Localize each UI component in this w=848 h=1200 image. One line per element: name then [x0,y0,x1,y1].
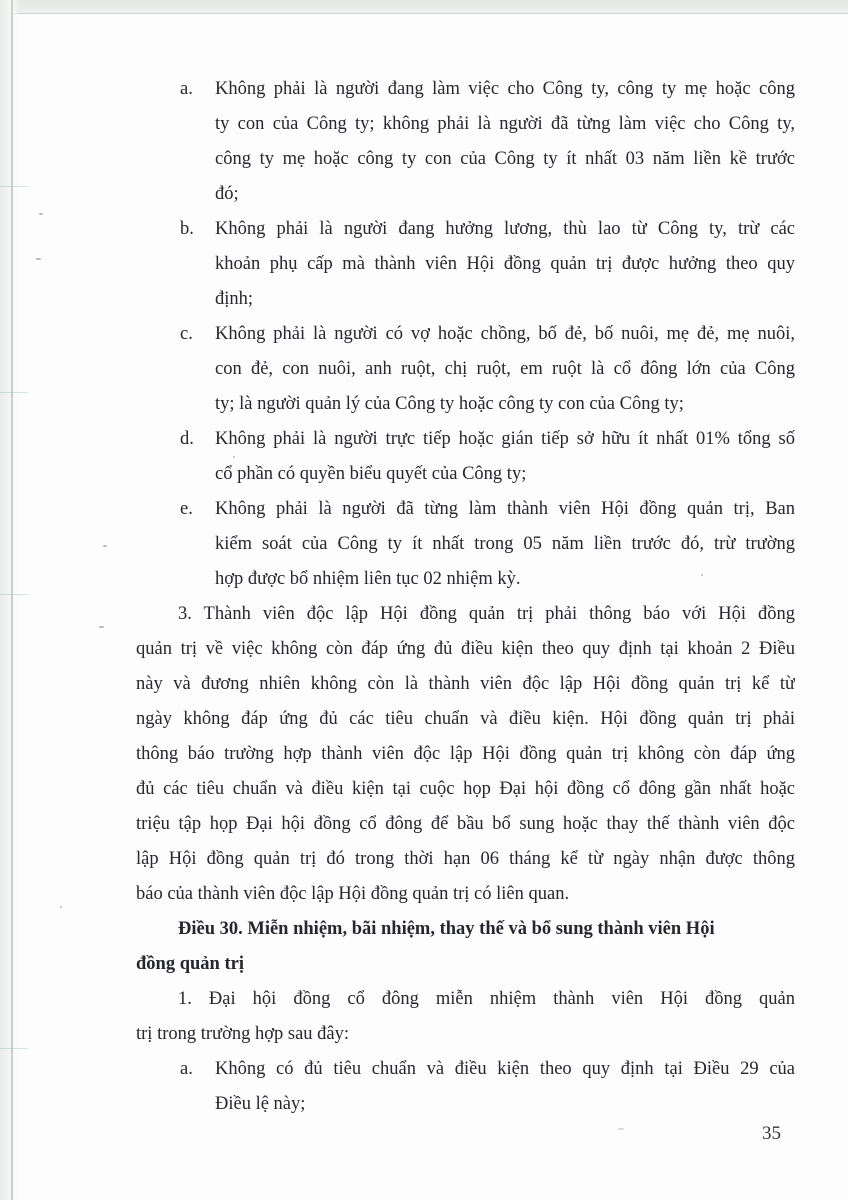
text-line: Không phải là người đã từng làm thành viên Hội đồng quản trị, Ban [215,499,795,519]
scan-streak [0,186,28,187]
text-line: triệu tập họp Đại hội đồng cổ đông để bầu bổ sung hoặc thay thế thành viên độc [136,814,795,834]
list-marker: a. [180,79,193,99]
scan-speck [39,213,43,215]
article-heading [136,912,795,982]
text-line: con đẻ, con nuôi, anh ruột, chị ruột, em ruột là cổ đông lớn của Công [215,359,795,379]
text-line: lập Hội đồng quản trị đó trong thời hạn 06 tháng kể từ ngày nhận được thông [136,849,795,869]
text-line: quản trị về việc không còn đáp ứng đủ điều kiện theo quy định tại khoản 2 Điều [136,639,795,659]
text-line: Điều 30. Miễn nhiệm, bãi nhiệm, thay thế và bổ sung thành viên Hội [178,919,715,939]
list-marker: c. [180,324,193,344]
text-line: công ty mẹ hoặc công ty con của Công ty ít nhất 03 năm liền kề trước [215,149,795,169]
scan-speck [618,1128,624,1130]
text-line: ngày không đáp ứng đủ các tiêu chuẩn và điều kiện. Hội đồng quản trị phải [136,709,795,729]
list-item [136,72,795,212]
text-line: này và đương nhiên không còn là thành viên độc lập Hội đồng quản trị kể từ [136,674,795,694]
scan-streak [0,392,28,393]
text-line: đủ các tiêu chuẩn và điều kiện tại cuộc họp Đại hội đồng cổ đông gần nhất hoặc [136,779,795,799]
scan-speck [60,906,62,908]
text-line: Điều lệ này; [215,1094,306,1114]
list-marker: b. [180,219,194,239]
text-line: 3. Thành viên độc lập Hội đồng quản trị phải thông báo với Hội đồng [178,604,795,624]
scan-speck [99,626,104,628]
scan-speck [36,258,41,260]
text-line: 1. Đại hội đồng cổ đông miễn nhiệm thành viên Hội đồng quản [178,989,795,1009]
text-line: cổ phần có quyền biểu quyết của Công ty; [215,464,527,484]
text-line: Không phải là người có vợ hoặc chồng, bố đẻ, bố nuôi, mẹ đẻ, mẹ nuôi, [215,324,795,344]
scan-edge-line [11,0,13,1200]
text-line: đó; [215,184,239,204]
page-number: 35 [762,1123,781,1144]
text-line: định; [215,289,254,309]
list-marker: e. [180,499,193,519]
scan-speck [103,545,107,547]
list-marker: d. [180,429,194,449]
text-line: kiểm soát của Công ty ít nhất trong 05 năm liền trước đó, trừ trường [215,534,795,554]
text-line: báo của thành viên độc lập Hội đồng quản trị có liên quan. [136,884,570,904]
scan-streak [0,594,28,595]
list-item [136,212,795,317]
list-marker: a. [180,1059,193,1079]
text-line: ty con của Công ty; không phải là người đã từng làm việc cho Công ty, [215,114,795,134]
text-line: đồng quản trị [136,954,244,974]
scan-streak [0,1048,28,1049]
list-item [136,317,795,422]
text-line: ty; là người quản lý của Công ty hoặc công ty con của Công ty; [215,394,684,414]
paragraph [136,597,795,912]
paragraph [136,982,795,1052]
text-line: khoản phụ cấp mà thành viên Hội đồng quản trị được hưởng theo quy [215,254,795,274]
list-item [136,1052,795,1122]
document-content [136,72,795,1122]
text-line: Không phải là người đang hưởng lương, thù lao từ Công ty, trừ các [215,219,795,239]
text-line: Không phải là người đang làm việc cho Công ty, công ty mẹ hoặc công [215,79,795,99]
text-line: thông báo trường hợp thành viên độc lập Hội đồng quản trị không còn đáp ứng [136,744,795,764]
list-item [136,422,795,492]
text-line: trị trong trường hợp sau đây: [136,1024,350,1044]
text-line: Không có đủ tiêu chuẩn và điều kiện theo quy định tại Điều 29 của [215,1059,795,1079]
text-line: Không phải là người trực tiếp hoặc gián tiếp sở hữu ít nhất 01% tổng số [215,429,795,449]
list-item [136,492,795,597]
scan-edge-left [0,0,20,1200]
text-line: hợp được bổ nhiệm liên tục 02 nhiệm kỳ. [215,569,521,589]
scan-edge-top [0,0,848,14]
